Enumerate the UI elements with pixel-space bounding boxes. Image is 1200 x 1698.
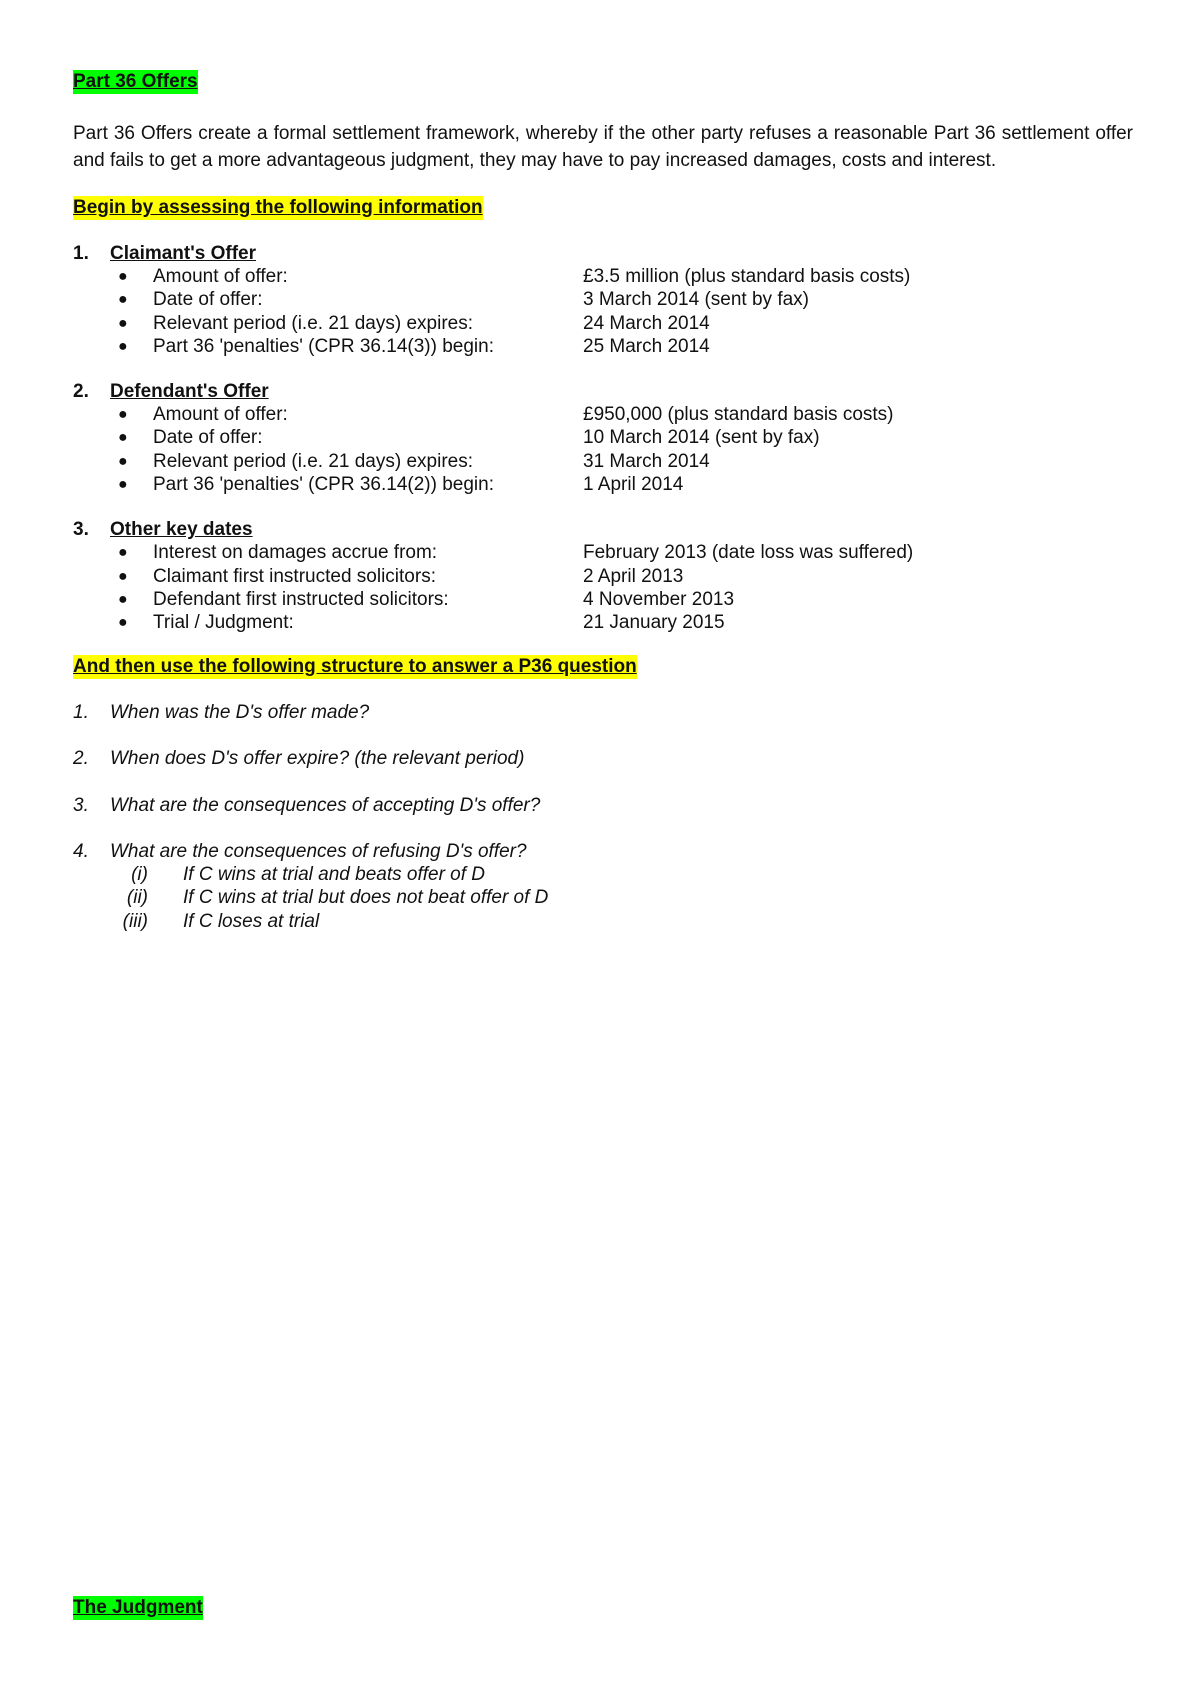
subpoint-number: (iii) xyxy=(122,910,148,932)
item-label: Date of offer: xyxy=(153,427,263,449)
question-text: What are the consequences of refusing D's offer? xyxy=(110,841,527,863)
item-label: Trial / Judgment: xyxy=(153,612,294,634)
question-text: What are the consequences of accepting D's offer? xyxy=(110,794,541,816)
item-value: 3 March 2014 (sent by fax) xyxy=(583,289,809,311)
item-value: February 2013 (date loss was suffered) xyxy=(583,542,914,564)
item-value: 2 April 2013 xyxy=(583,565,684,587)
title-wrap xyxy=(73,70,1133,94)
question-number: 1. xyxy=(73,701,89,723)
item-value: 24 March 2014 xyxy=(583,312,710,334)
item-label: Relevant period (i.e. 21 days) expires: xyxy=(153,312,473,334)
bullet-icon: ● xyxy=(118,406,128,424)
item-value: 1 April 2014 xyxy=(583,474,684,496)
list-item xyxy=(73,588,1133,611)
question-number: 3. xyxy=(73,794,89,816)
subpoint-item xyxy=(73,863,1133,886)
item-value: £3.5 million (plus standard basis costs) xyxy=(583,266,911,287)
group-number: 2. xyxy=(73,381,89,403)
list-item xyxy=(73,265,1133,288)
question-item xyxy=(73,747,1133,770)
intro-paragraph: Part 36 Offers create a formal settlement framework, whereby if the other party refuses a reasonable Part 36 settlement offer and fails to get a more advantageous judgment, they may have to pay increased damages, costs and interest. xyxy=(73,123,1133,171)
subpoint-text: If C wins at trial but does not beat offer of D xyxy=(183,887,549,909)
item-label: Amount of offer: xyxy=(153,266,288,287)
bullet-icon: ● xyxy=(118,544,128,562)
bottom-heading: The Judgment xyxy=(73,1597,203,1618)
list-item xyxy=(73,335,1133,358)
item-label: Defendant first instructed solicitors: xyxy=(153,588,449,610)
page-title: Part 36 Offers xyxy=(73,71,198,92)
bullet-icon: ● xyxy=(118,291,128,309)
list-item xyxy=(73,312,1133,335)
group-other-key-dates xyxy=(73,518,1133,634)
list-item xyxy=(73,565,1133,588)
bullet-icon: ● xyxy=(118,314,128,332)
bottom-heading-wrap xyxy=(73,1596,203,1620)
list-item xyxy=(73,450,1133,473)
group-claimants-offer xyxy=(73,242,1133,358)
item-value: 25 March 2014 xyxy=(583,335,710,357)
item-value: 10 March 2014 (sent by fax) xyxy=(583,427,820,449)
group-title xyxy=(73,518,1133,541)
bullet-icon: ● xyxy=(118,337,128,355)
question-item xyxy=(73,701,1133,724)
item-label: Part 36 'penalties' (CPR 36.14(3)) begin: xyxy=(153,335,494,357)
section2-heading-wrap xyxy=(73,655,1133,679)
subpoint-text: If C loses at trial xyxy=(183,910,320,932)
question-item xyxy=(73,840,1133,863)
bullet-icon: ● xyxy=(118,567,128,585)
group-title xyxy=(73,242,1133,265)
list-item xyxy=(73,288,1133,311)
list-item xyxy=(73,473,1133,496)
group-number: 1. xyxy=(73,243,89,264)
item-label: Amount of offer: xyxy=(153,404,288,426)
group-number: 3. xyxy=(73,519,89,541)
group-label: Claimant's Offer xyxy=(110,243,256,264)
section1-heading-wrap xyxy=(73,196,1133,220)
bullet-icon: ● xyxy=(118,268,128,285)
group-label: Other key dates xyxy=(110,519,253,541)
group-title xyxy=(73,380,1133,403)
question-text: When was the D's offer made? xyxy=(110,701,370,723)
subpoint-list xyxy=(73,863,1133,933)
bullet-icon: ● xyxy=(118,590,128,608)
question-item xyxy=(73,794,1133,817)
bullet-icon: ● xyxy=(118,614,128,632)
list-item xyxy=(73,611,1133,634)
question-text: When does D's offer expire? (the relevant period) xyxy=(110,748,525,770)
item-value: 4 November 2013 xyxy=(583,588,735,610)
item-value: 21 January 2015 xyxy=(583,612,725,634)
item-value: 31 March 2014 xyxy=(583,450,710,472)
section2-heading: And then use the following structure to answer a P36 question xyxy=(73,655,637,677)
bullet-icon: ● xyxy=(118,452,128,470)
item-label: Date of offer: xyxy=(153,289,263,311)
document-page xyxy=(73,70,1133,933)
group-defendants-offer xyxy=(73,380,1133,496)
subpoint-item xyxy=(73,910,1133,933)
subpoint-number: (i) xyxy=(131,864,148,886)
bullet-icon: ● xyxy=(118,429,128,447)
item-label: Claimant first instructed solicitors: xyxy=(153,565,436,587)
group-label: Defendant's Offer xyxy=(110,381,269,403)
section1-heading: Begin by assessing the following information xyxy=(73,197,483,218)
list-item xyxy=(73,403,1133,426)
question-number: 4. xyxy=(73,841,89,863)
item-label: Relevant period (i.e. 21 days) expires: xyxy=(153,450,473,472)
question-list xyxy=(73,701,1133,933)
question-number: 2. xyxy=(73,748,89,770)
list-item xyxy=(73,541,1133,564)
item-label: Part 36 'penalties' (CPR 36.14(2)) begin: xyxy=(153,474,494,496)
subpoint-item xyxy=(73,886,1133,909)
subpoint-number: (ii) xyxy=(126,887,148,909)
list-item xyxy=(73,426,1133,449)
item-label: Interest on damages accrue from: xyxy=(153,542,438,564)
item-value: £950,000 (plus standard basis costs) xyxy=(583,404,894,426)
subpoint-text: If C wins at trial and beats offer of D xyxy=(183,864,486,886)
bullet-icon: ● xyxy=(118,476,128,494)
